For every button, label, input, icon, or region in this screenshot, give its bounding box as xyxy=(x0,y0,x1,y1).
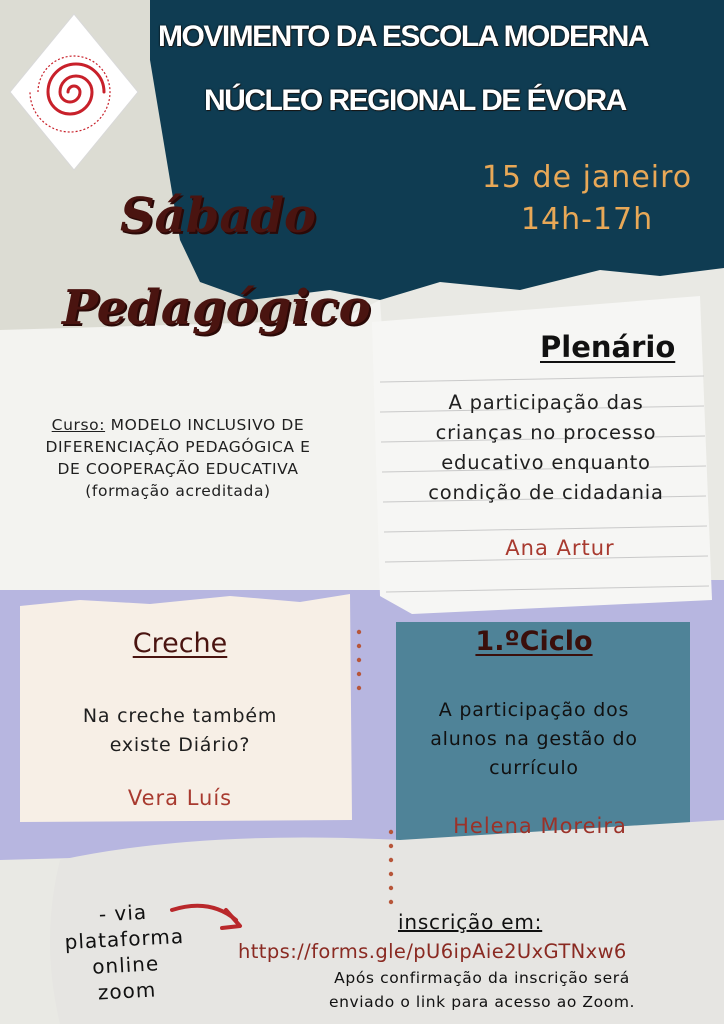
plenario-speaker: Ana Artur xyxy=(505,536,615,560)
ciclo-line: alunos na gestão do xyxy=(430,728,638,750)
registration-label: inscrição em: xyxy=(398,910,543,934)
ciclo-speaker: Helena Moreira xyxy=(453,814,627,838)
registration-note-line2: enviado o link para acesso ao Zoom. xyxy=(328,993,636,1011)
platform-line: - via xyxy=(98,899,148,927)
spiral-logo-icon xyxy=(8,12,140,172)
plenario-line: crianças no processo xyxy=(435,421,657,444)
ciclo-description xyxy=(396,696,672,783)
plenario-description xyxy=(390,388,702,508)
course-note: (formação acreditada) xyxy=(85,482,271,500)
platform-line: online xyxy=(91,951,160,979)
event-title-line2: Pedagógico xyxy=(62,280,371,336)
header-subtitle: NÚCLEO REGIONAL DE ÉVORA xyxy=(204,84,626,117)
registration-note xyxy=(262,966,702,1014)
plenario-title: Plenário xyxy=(540,330,676,364)
event-title-line1: Sábado xyxy=(120,188,317,244)
creche-description xyxy=(30,702,330,760)
creche-speaker: Vera Luís xyxy=(127,786,233,810)
ciclo-line: A participação dos xyxy=(438,699,630,721)
plenario-line: educativo enquanto xyxy=(441,451,651,474)
registration-link[interactable]: https://forms.gle/pU6ipAie2UxGTNxw6 xyxy=(238,940,627,963)
creche-line: Na creche também xyxy=(82,705,278,727)
plenario-line: condição de cidadania xyxy=(428,481,664,504)
course-label: Curso: xyxy=(51,416,106,434)
registration-note-line1: Após confirmação da inscrição será xyxy=(334,969,630,987)
plenario-line: A participação das xyxy=(448,391,644,414)
course-name-part3: DE COOPERAÇÃO EDUCATIVA xyxy=(57,460,299,478)
course-line1 xyxy=(4,414,352,436)
creche-title: Creche xyxy=(132,628,228,659)
header-title: MOVIMENTO DA ESCOLA MODERNA xyxy=(158,20,649,53)
ciclo-line: currículo xyxy=(489,757,579,779)
course-name-part1: MODELO INCLUSIVO DE xyxy=(105,416,305,434)
platform-info xyxy=(37,896,212,1009)
logo xyxy=(8,12,140,172)
ciclo-title: 1.ºCiclo xyxy=(475,626,593,657)
event-date: 15 de janeiro xyxy=(481,160,693,195)
event-time: 14h-17h xyxy=(520,202,654,237)
platform-line: plataforma xyxy=(64,923,185,955)
platform-line: zoom xyxy=(97,977,157,1005)
course-name-part2: DIFERENCIAÇÃO PEDAGÓGICA E xyxy=(45,438,311,456)
course-block xyxy=(4,414,352,502)
creche-line: existe Diário? xyxy=(109,734,251,756)
